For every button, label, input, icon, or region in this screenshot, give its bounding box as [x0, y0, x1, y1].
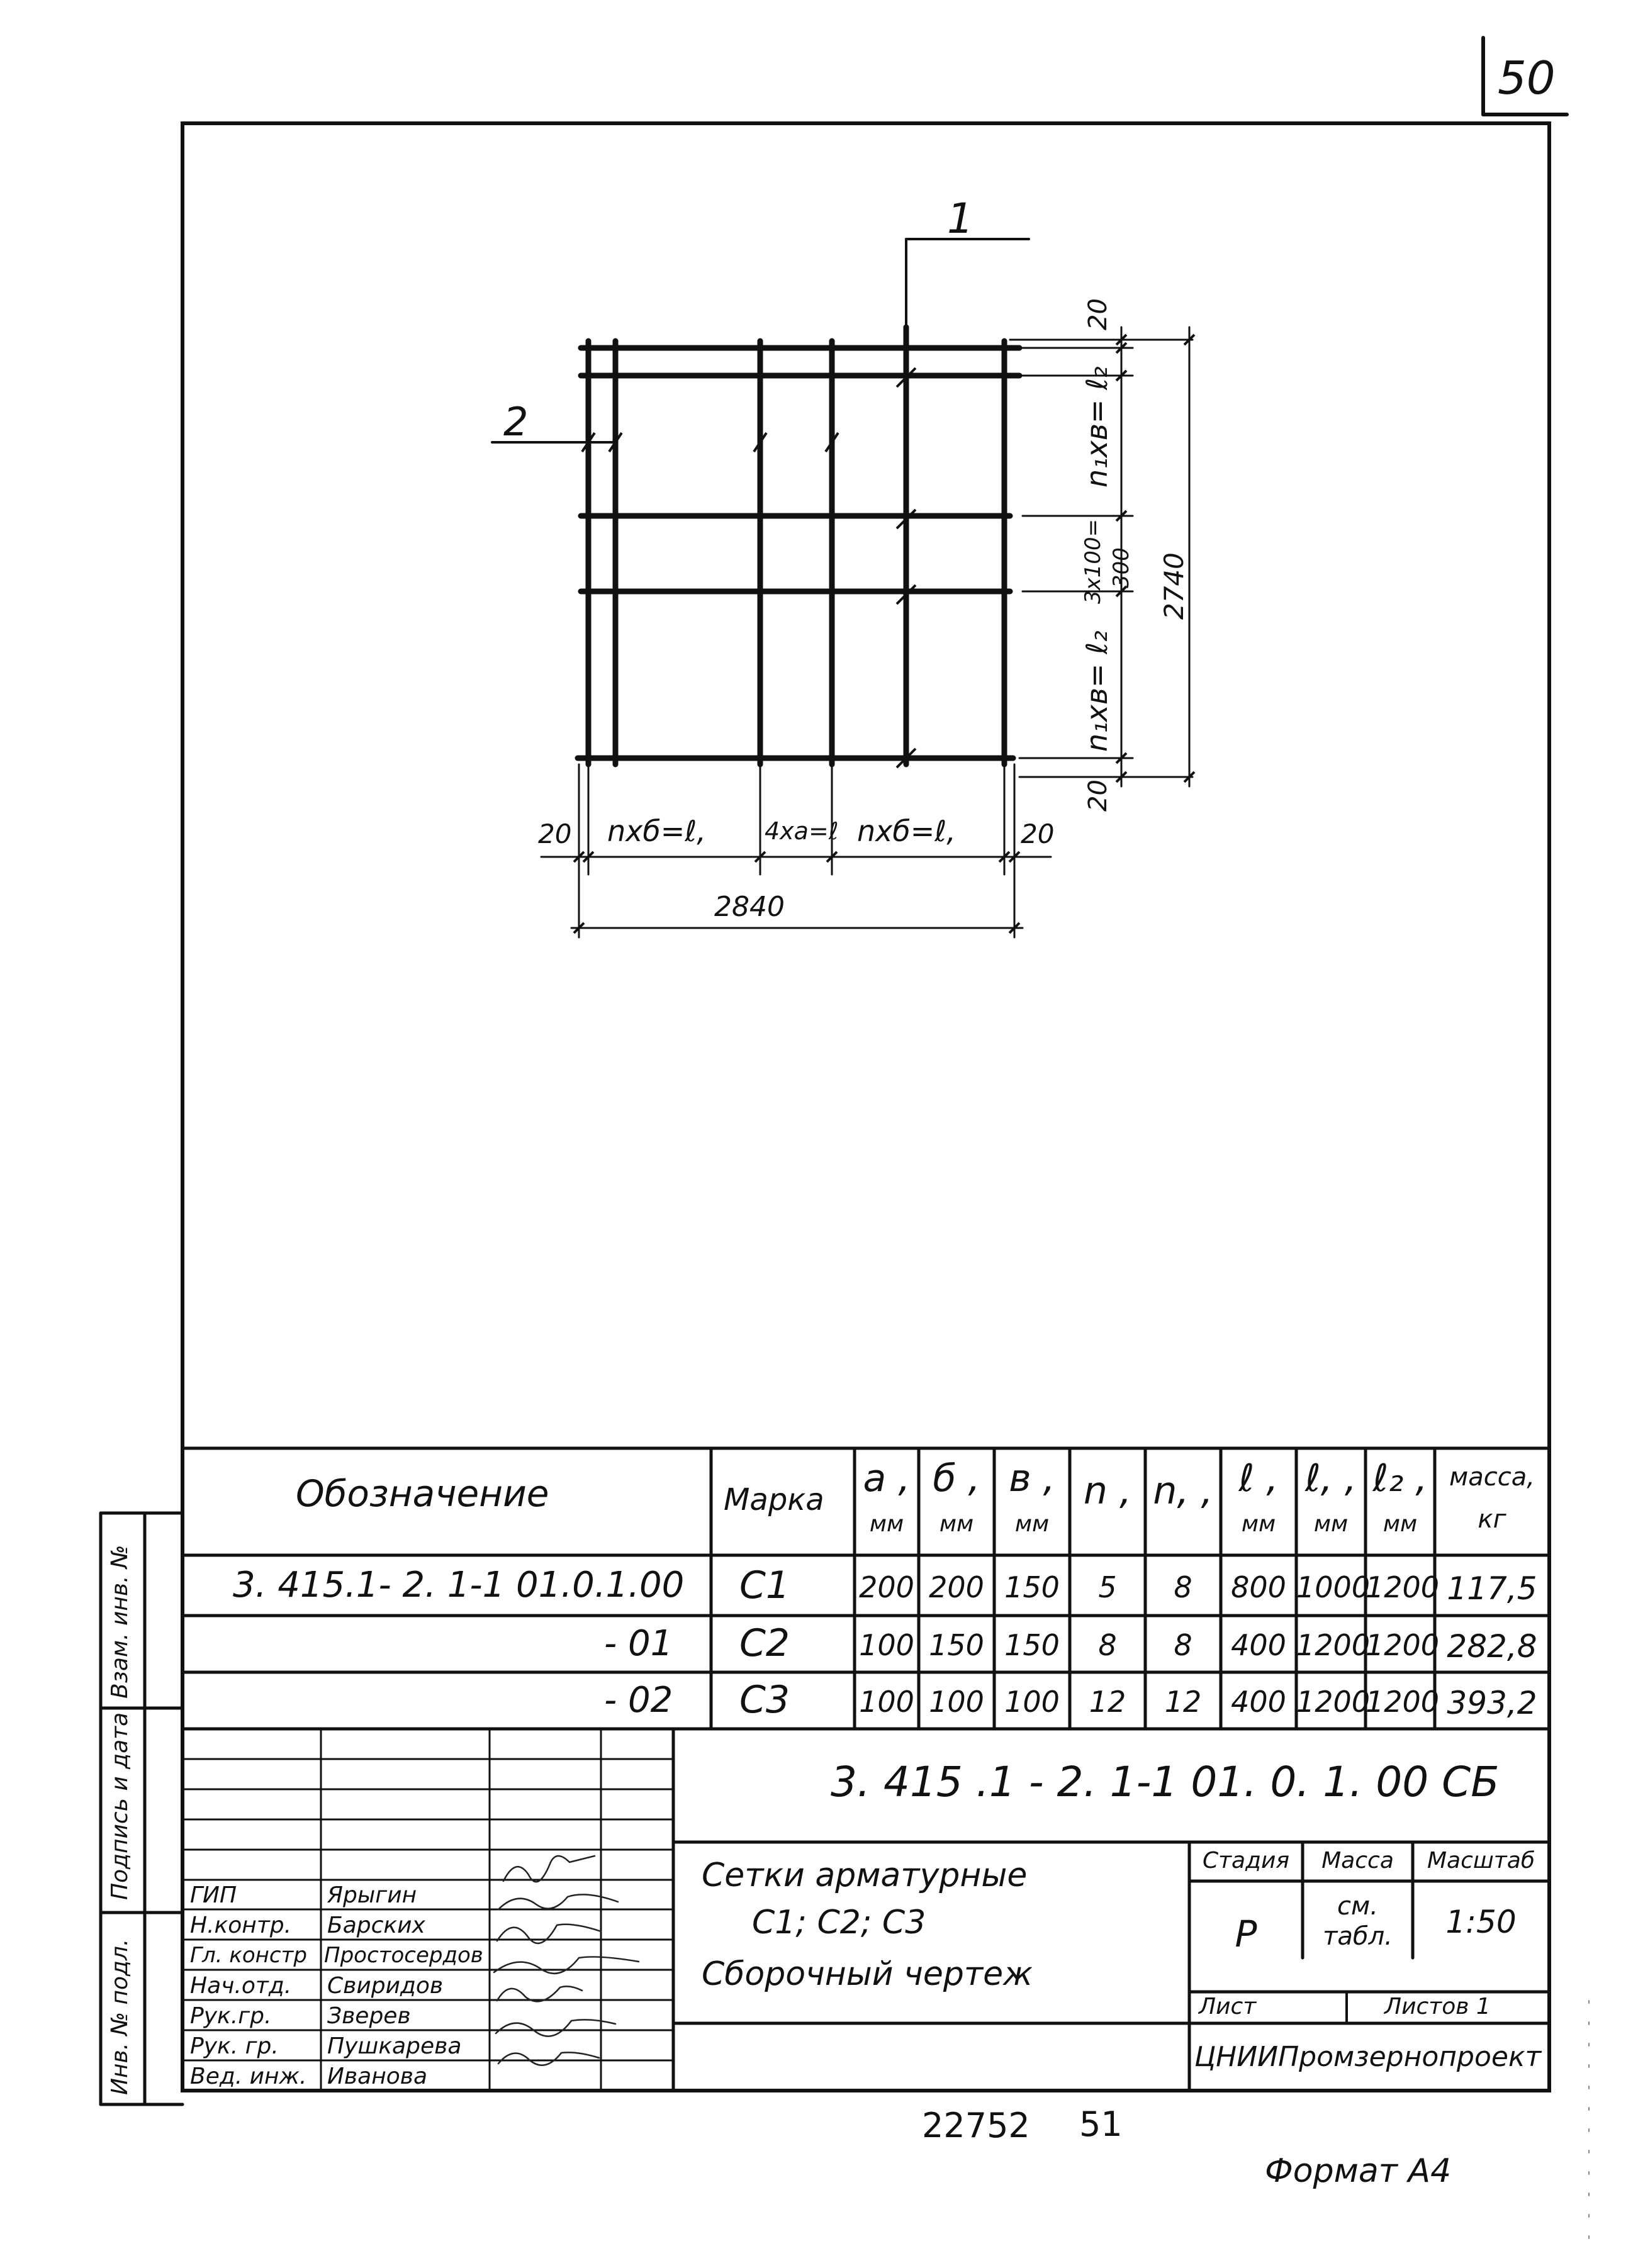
row-2-n1: 8	[1174, 1628, 1192, 1662]
sig-name: Свиридов	[327, 1973, 444, 1999]
sheet-number: 50	[1498, 52, 1556, 104]
dim-2840: 2840	[714, 891, 785, 923]
title-line-3: Сборочный чертеж	[702, 1955, 1033, 1993]
row-3-a: 100	[859, 1685, 914, 1719]
row-2-l: 400	[1231, 1628, 1286, 1662]
dim-bottom-20: 20	[1084, 779, 1113, 812]
dim-nxb-l1-left: nxб=ℓ,	[607, 814, 706, 848]
mass-label: Масса	[1321, 1848, 1394, 1874]
row-2-b: 150	[929, 1628, 984, 1662]
header-b: б ,	[933, 1456, 980, 1500]
row-3-designation: - 02	[604, 1680, 673, 1721]
row-1-v: 150	[1004, 1570, 1060, 1604]
row-1-b: 200	[929, 1570, 984, 1604]
header-designation: Обозначение	[296, 1472, 549, 1515]
row-2-designation: - 01	[604, 1623, 673, 1664]
header-l2-unit: мм	[1383, 1511, 1418, 1537]
row-1-designation: 3. 415.1- 2. 1-1 01.0.1.00	[233, 1565, 685, 1606]
header-n1: n, ,	[1153, 1469, 1213, 1513]
sig-name: Ярыгин	[327, 1882, 417, 1908]
page-number: 51	[1079, 2104, 1123, 2144]
row-2-l1: 1200	[1296, 1628, 1371, 1662]
mesh-drawing	[578, 327, 1019, 764]
dim-4xa: 4xa=ℓ	[765, 817, 839, 845]
row-2-mass: 282,8	[1447, 1628, 1537, 1665]
bottom-dimensions	[541, 764, 1051, 937]
row-3-b: 100	[929, 1685, 984, 1719]
header-v: в ,	[1009, 1456, 1055, 1500]
dim-left-20: 20	[538, 818, 572, 849]
dim-2740: 2740	[1158, 552, 1189, 620]
sig-role: Вед. инж.	[190, 2064, 307, 2089]
header-mass-unit: кг	[1478, 1505, 1506, 1534]
sig-name: Простосердов	[324, 1943, 483, 1968]
row-3-l2: 1200	[1366, 1685, 1440, 1719]
format-label: Формат А4	[1265, 2152, 1452, 2190]
callout-2: 2	[503, 399, 529, 445]
header-l1-unit: мм	[1313, 1511, 1349, 1537]
side-stamp-vzam: Взам. инв. №	[107, 1545, 133, 1699]
title-line-1: Сетки арматурные	[702, 1857, 1028, 1894]
header-l-unit: мм	[1241, 1511, 1276, 1537]
row-3-mass: 393,2	[1447, 1685, 1537, 1721]
dim-top-20: 20	[1084, 298, 1113, 330]
dim-300: 300	[1109, 547, 1134, 588]
dim-n1b-l2-bottom: n₁xв= ℓ₂	[1080, 630, 1114, 752]
stage-label: Стадия	[1202, 1848, 1290, 1874]
row-1-mass: 117,5	[1447, 1570, 1537, 1607]
row-3-n1: 12	[1164, 1685, 1202, 1719]
header-l1: ℓ, ,	[1304, 1456, 1357, 1500]
row-3-l: 400	[1231, 1685, 1286, 1719]
organization: ЦНИИПромзернопроект	[1194, 2041, 1542, 2073]
header-l: ℓ ,	[1238, 1456, 1279, 1500]
sig-name: Зверев	[327, 2003, 411, 2029]
callout-1: 1	[947, 194, 973, 243]
row-2-v: 150	[1004, 1628, 1060, 1662]
row-2-l2: 1200	[1366, 1628, 1440, 1662]
row-1-mark: С1	[739, 1563, 790, 1607]
dim-3x100: 3x100=	[1080, 518, 1106, 604]
side-stamp-inv: Инв. № подл.	[107, 1938, 133, 2095]
header-n: n ,	[1083, 1469, 1132, 1513]
header-mass: масса,	[1449, 1463, 1535, 1492]
dim-n1b-l2-top: n₁xв= ℓ₂	[1080, 366, 1114, 488]
sig-role: Гл. констр	[190, 1943, 307, 1968]
header-l2: ℓ₂ ,	[1372, 1456, 1428, 1500]
dim-nxb-l1-right: nxб=ℓ,	[857, 814, 956, 848]
sig-role: Нач.отд.	[190, 1973, 292, 1999]
title-line-2: С1; С2; С3	[752, 1904, 926, 1941]
row-2-a: 100	[859, 1628, 914, 1662]
sig-role: Н.контр.	[190, 1913, 292, 1938]
sig-name: Иванова	[327, 2064, 428, 2089]
row-1-l: 800	[1231, 1570, 1286, 1604]
signature-scribbles	[494, 1856, 639, 2065]
sig-role: Рук.гр.	[190, 2003, 272, 2029]
archive-number: 22752	[922, 2106, 1030, 2145]
row-3-v: 100	[1004, 1685, 1060, 1719]
row-1-n1: 8	[1174, 1570, 1192, 1604]
row-3-l1: 1200	[1296, 1685, 1371, 1719]
sheet-label: Лист	[1199, 1994, 1257, 2019]
row-3-n: 12	[1089, 1685, 1126, 1719]
row-1-a: 200	[859, 1570, 914, 1604]
doc-code: 3. 415 .1 - 2. 1-1 01. 0. 1. 00 СБ	[831, 1758, 1500, 1806]
row-1-l2: 1200	[1366, 1570, 1440, 1604]
sig-name: Барских	[327, 1913, 425, 1938]
row-3-mark: С3	[739, 1678, 790, 1722]
header-v-unit: мм	[1014, 1511, 1050, 1537]
row-1-n: 5	[1098, 1570, 1117, 1604]
sig-role: Рук. гр.	[190, 2033, 279, 2059]
header-a: a ,	[863, 1456, 911, 1500]
sheets-label: Листов 1	[1384, 1994, 1491, 2019]
scale-value: 1:50	[1445, 1904, 1517, 1940]
mass-value-1: см.	[1337, 1892, 1378, 1921]
sig-role: ГИП	[190, 1882, 237, 1908]
row-1-l1: 1000	[1296, 1570, 1371, 1604]
header-b-unit: мм	[939, 1511, 974, 1537]
header-mark: Марка	[724, 1482, 824, 1517]
dim-right-20: 20	[1021, 818, 1055, 849]
side-stamp-podpis: Подпись и дата	[107, 1712, 133, 1900]
row-2-mark: С2	[739, 1621, 790, 1665]
sig-name: Пушкарева	[327, 2033, 462, 2059]
mass-value-2: табл.	[1323, 1922, 1393, 1951]
header-a-unit: мм	[869, 1511, 904, 1537]
scale-label: Масштаб	[1427, 1848, 1535, 1874]
row-2-n: 8	[1098, 1628, 1117, 1662]
stage-value: Р	[1235, 1913, 1257, 1955]
